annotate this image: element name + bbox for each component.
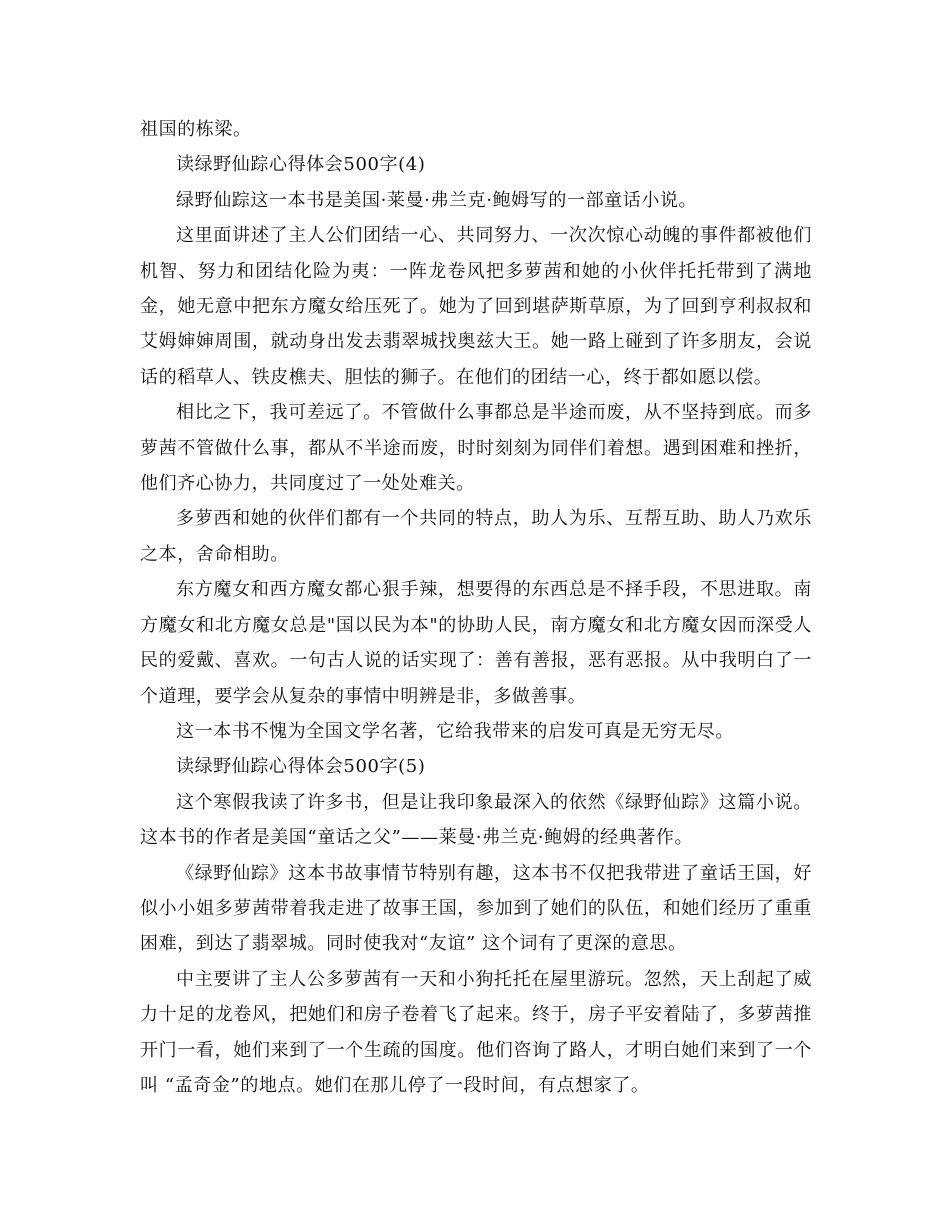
paragraph: 《绿野仙踪》这本书故事情节特别有趣，这本书不仅把我带进了童话王国，好似小小姐多萝茜带着我走进了故事王国，参加到了她们的队伍，和她们经历了重重困难，到达了翡翠城。同时使我对“友谊” 这个词有了更深的意思。 (140, 862, 812, 955)
paragraph-continuation: 祖国的栋梁。 (140, 119, 252, 140)
document-body (140, 112, 812, 1103)
paragraph: 绿野仙踪这一本书是美国·莱曼·弗兰克·鲍姆写的一部童话小说。 (176, 189, 698, 211)
paragraph: 中主要讲了主人公多萝茜有一天和小狗托托在屋里游玩。忽然，天上刮起了威力十足的龙卷风，把她们和房子卷着飞了起来。终于，房子平安着陆了，多萝茜推开门一看，她们来到了一个生疏的国度。他们咨询了路人，才明白她们来到了一个叫 “孟奇金”的地点。她们在那儿停了一段时间，有点想家了。 (140, 968, 812, 1096)
paragraph: 多萝西和她的伙伴们都有一个共同的特点，助人为乐、互帮互助、助人乃欢乐之本，舍命相助。 (140, 508, 812, 565)
paragraph: 相比之下，我可差远了。不管做什么事都总是半途而废，从不坚持到底。而多萝茜不管做什么事，都从不半途而废，时时刻刻为同伴们着想。遇到困难和挫折，他们齐心协力，共同度过了一处处难关。 (140, 402, 812, 495)
paragraph: 这里面讲述了主人公们团结一心、共同努力、一次次惊心动魄的事件都被他们机智、努力和团结化险为夷：一阵龙卷风把多萝茜和她的小伙伴托托带到了满地金，她无意中把东方魔女给压死了。她为了回到堪萨斯草原，为了回到亨利叔叔和艾姆婶婶周围，就动身出发去翡翠城找奥兹大王。她一路上碰到了许多朋友，会说话的稻草人、铁皮樵夫、胆怯的狮子。在他们的团结一心，终于都如愿以偿。 (140, 225, 812, 388)
paragraph: 这个寒假我读了许多书，但是让我印象最深入的依然《绿野仙踪》这篇小说。这本书的作者是美国“童话之父”——莱曼·弗兰克·鲍姆的经典著作。 (140, 791, 812, 849)
paragraph: 这一本书不愧为全国文学名著，它给我带来的启发可真是无穷无尽。 (176, 720, 734, 742)
section-heading-4: 读绿野仙踪心得体会500字(4) (176, 154, 426, 176)
section-heading-5: 读绿野仙踪心得体会500字(5) (176, 756, 426, 778)
paragraph: 东方魔女和西方魔女都心狠手辣，想要得的东西总是不择手段，不思进取。南方魔女和北方魔女总是"国以民为本"的协助人民，南方魔女和北方魔女因而深受人民的爱戴、喜欢。一句古人说的话实现了：善有善报，恶有恶报。从中我明白了一个道理，要学会从复杂的事情中明辨是非，多做善事。 (140, 579, 812, 707)
